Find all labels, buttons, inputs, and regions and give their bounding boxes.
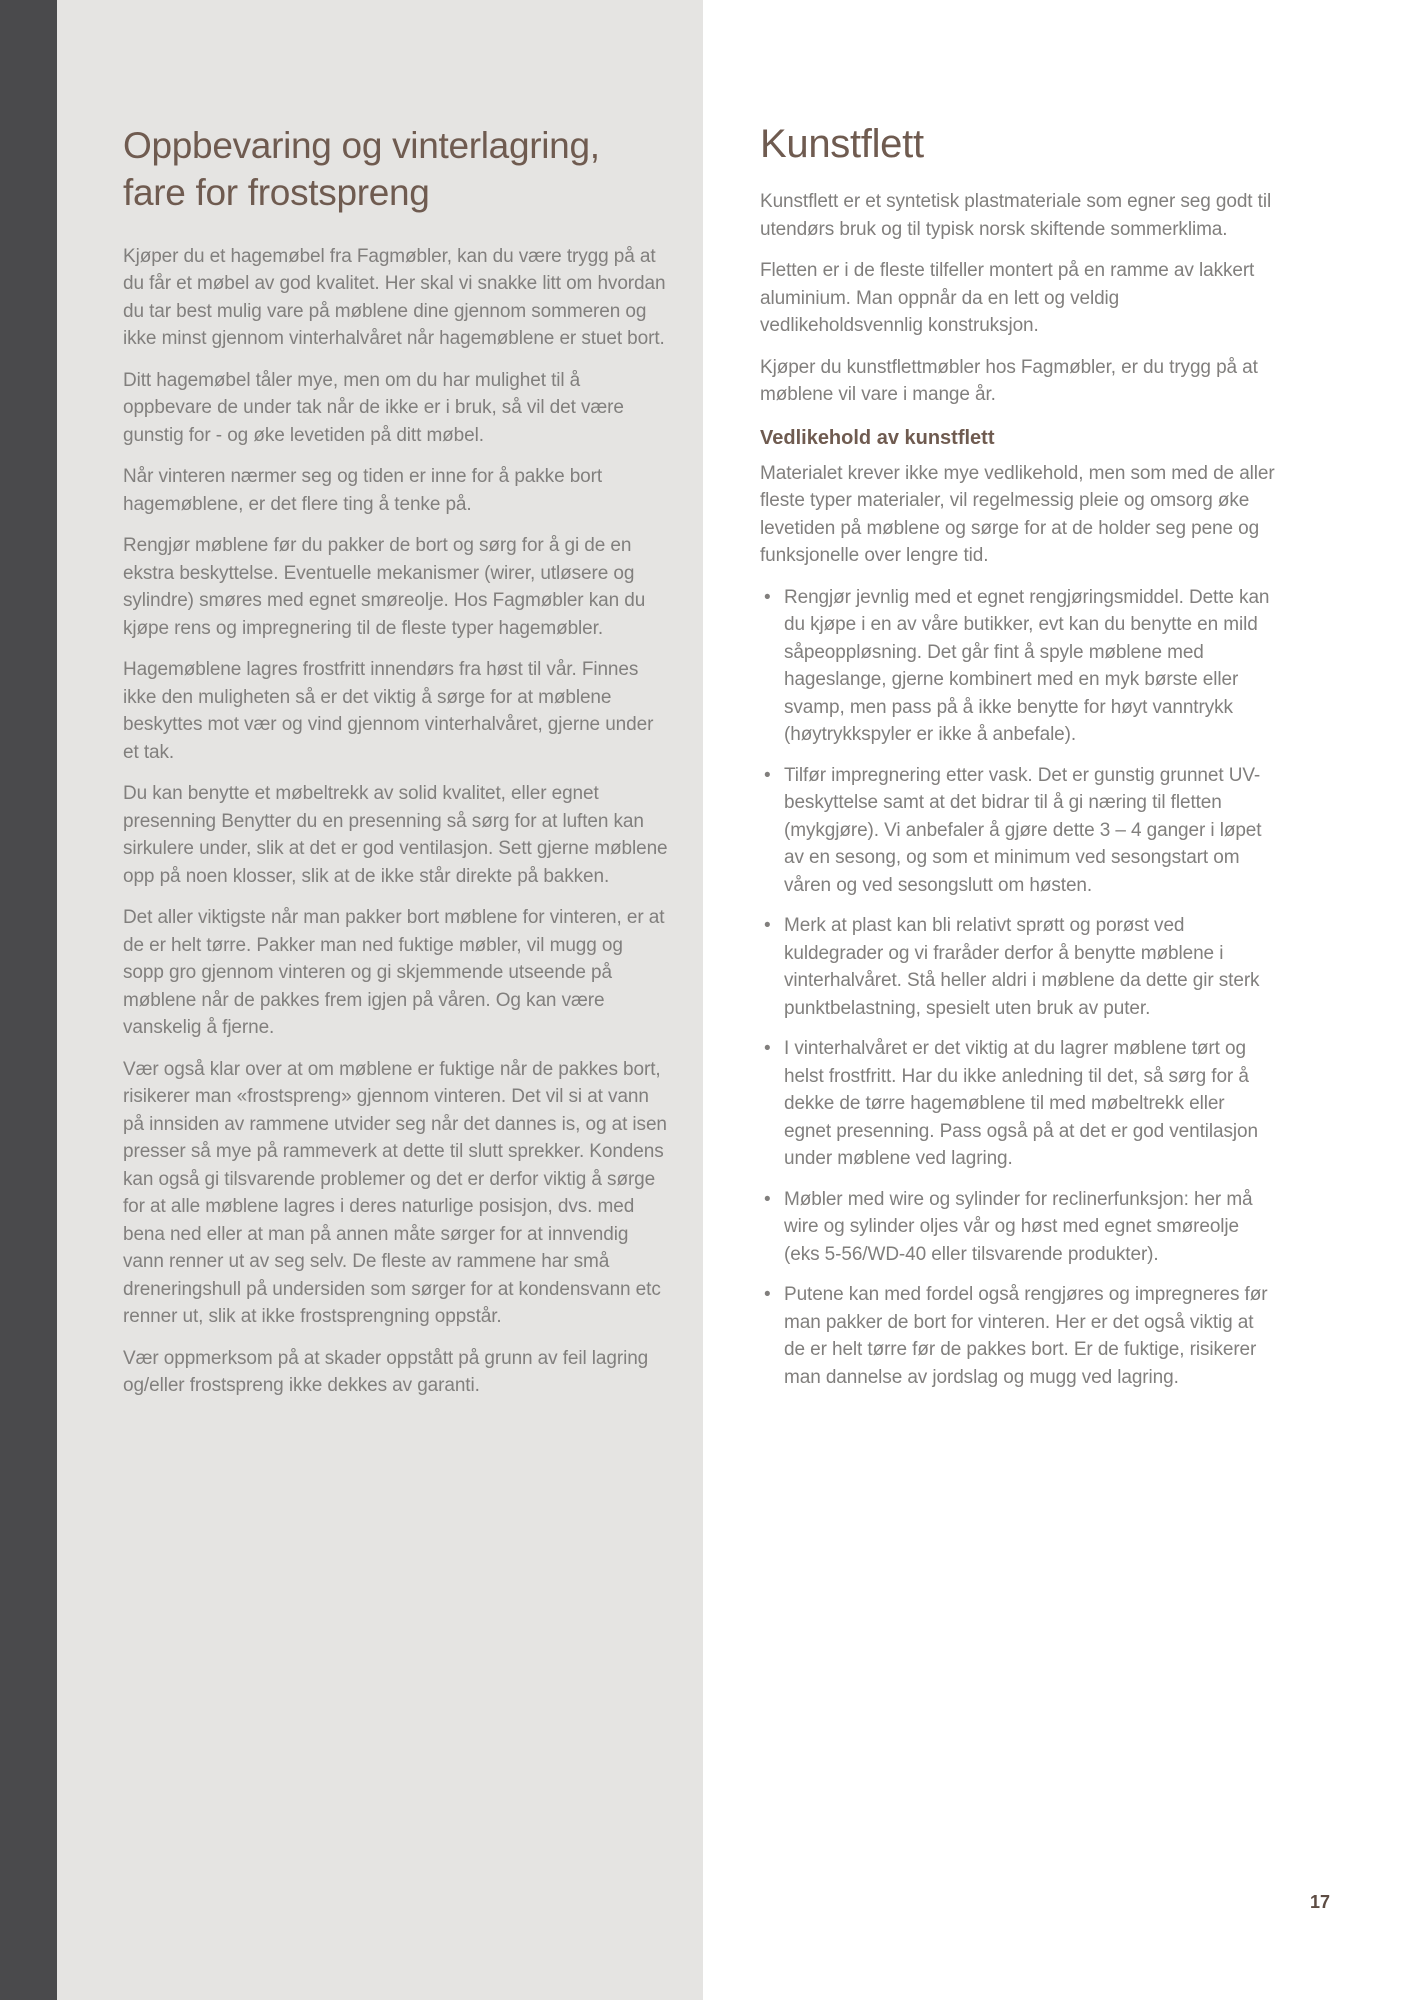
- bullet-item: • Merk at plast kan bli relativt sprøtt og porøst ved kuldegrader og vi fraråder derfor å benytte møblene i vinterhalvåret. Stå heller aldri i møblene da dette gir sterk punktbelastning, spesielt uten bruk av puter.: [760, 912, 1275, 1022]
- paragraph: Hagemøblene lagres frostfritt innendørs fra høst til vår. Finnes ikke den muligheten så er det viktig å sørge for at møblene beskyttes mot vær og vind gjennom vinterhalvåret, gjerne under et tak.: [123, 659, 654, 763]
- bullet-item: • Putene kan med fordel også rengjøres og impregneres før man pakker de bort for vinteren. Her er det også viktig at de er helt tørre før de pakkes bort. Er de fuktige, risikerer man dannelse av jordslag og mugg ved lagring.: [760, 1281, 1275, 1391]
- left-heading-line2: fare for frostspreng: [123, 172, 430, 214]
- paragraph: Materialet krever ikke mye vedlikehold, men som med de aller fleste typer materialer, vil regelmessig pleie og omsorg øke levetiden på møblene og sørge for at de holder seg pene og funksjonelle over lengre tid.: [760, 462, 1275, 566]
- paragraph: Ditt hagemøbel tåler mye, men om du har mulighet til å oppbevare de under tak når de ikke er i bruk, så vil det være gunstig for - og øke levetiden på ditt møbel.: [123, 369, 624, 446]
- maintenance-subheading: Vedlikehold av kunstflett: [760, 426, 995, 449]
- bullet-item: • Rengjør jevnlig med et egnet rengjøringsmiddel. Dette kan du kjøpe i en av våre butikker, evt kan du benytte en mild såpeoppløsning. Det går fint å spyle møblene med hageslange, gjerne kombinert med en myk børste eller svamp, men pass på å ikke benytte for høyt vanntrykk (høytrykkspyler er ikke å anbefale).: [760, 584, 1275, 749]
- right-column: [760, 122, 1275, 1404]
- paragraph: Det aller viktigste når man pakker bort møblene for vinteren, er at de er helt tørre. Pakker man ned fuktige møbler, vil mugg og sopp gro gjennom vinteren og gi skjemmende utseende på møblene når de pakkes frem igjen på våren. Og kan være vanskelig å fjerne.: [123, 907, 665, 1039]
- paragraph: Kunstflett er et syntetisk plastmateriale som egner seg godt til utendørs bruk og til typisk norsk skiftende sommerklima.: [760, 191, 1272, 240]
- bullet-list: [760, 584, 1275, 1392]
- left-accent-band: [0, 0, 57, 2000]
- bullet-item: • I vinterhalvåret er det viktig at du lagrer møblene tørt og helst frostfritt. Har du ikke anledning til det, så sørg for å dekke de tørre hagemøblene til med møbeltrekk eller egnet presenning. Pass også på at det er god ventilasjon under møblene ved lagring.: [760, 1035, 1275, 1173]
- paragraph: Fletten er i de fleste tilfeller montert på en ramme av lakkert aluminium. Man oppnår da en lett og veldig vedlikeholdsvennlig konstruksjon.: [760, 260, 1255, 336]
- paragraph: Vær oppmerksom på at skader oppstått på grunn av feil lagring og/eller frostspreng ikke dekkes av garanti.: [123, 1347, 649, 1397]
- paragraph: Kjøper du et hagemøbel fra Fagmøbler, kan du være trygg på at du får et møbel av god kvalitet. Her skal vi snakke litt om hvordan du tar best mulig vare på møblene dine gjennom sommeren og ikke minst gjennom vinterhalvåret når hagemøblene er stuet bort.: [123, 245, 666, 350]
- left-heading-line1: Oppbevaring og vinterlagring,: [123, 125, 600, 166]
- right-heading: Kunstflett: [760, 122, 924, 166]
- left-column: [123, 122, 668, 1414]
- paragraph: Vær også klar over at om møblene er fuktige når de pakkes bort, risikerer man «frostspreng» gjennom vinteren. Det vil si at vann på innsiden av rammene utvider seg når det dannes is, og at isen presser så mye på rammeverk at dette til slutt sprekker. Kondens kan også gi tilsvarende problemer og det er derfor viktig å sørge for at alle møblene lagres i deres naturlige posisjon, dvs. med bena ned eller at man på annen måte sørger for at innvendig vann renner ut av seg selv. De fleste av rammene har små dreneringshull på undersiden som sørger for at kondensvann etc renner ut, slik at ikke frostsprengning oppstår.: [123, 1058, 667, 1328]
- left-heading: [123, 122, 668, 217]
- page-number: 17: [1310, 1892, 1331, 1912]
- bullet-item: • Tilfør impregnering etter vask. Det er gunstig grunnet UV-beskyttelse samt at det bidrar til å gi næring til fletten (mykgjøre). Vi anbefaler å gjøre dette 3 – 4 ganger i løpet av en sesong, og som et minimum ved sesongstart om våren og ved sesongslutt om høsten.: [760, 762, 1275, 900]
- paragraph: Rengjør møblene før du pakker de bort og sørg for å gi de en ekstra beskyttelse. Eventuelle mekanismer (wirer, utløsere og sylindre) smøres med egnet smøreolje. Hos Fagmøbler kan du kjøpe rens og impregnering til de fleste typer hagemøbler.: [123, 535, 646, 639]
- paragraph: Kjøper du kunstflettmøbler hos Fagmøbler, er du trygg på at møblene vil vare i mange år.: [760, 356, 1258, 405]
- paragraph: Du kan benytte et møbeltrekk av solid kvalitet, eller egnet presenning Benytter du en presenning så sørg for at luften kan sirkulere under, slik at det er god ventilasjon. Sett gjerne møblene opp på noen klosser, slik at de ikke står direkte på bakken.: [123, 783, 668, 887]
- bullet-item: • Møbler med wire og sylinder for reclinerfunksjon: her må wire og sylinder oljes vår og høst med egnet smøreolje (eks 5-56/WD-40 eller tilsvarende produkter).: [760, 1186, 1275, 1269]
- paragraph: Når vinteren nærmer seg og tiden er inne for å pakke bort hagemøblene, er det flere ting å tenke på.: [123, 466, 603, 515]
